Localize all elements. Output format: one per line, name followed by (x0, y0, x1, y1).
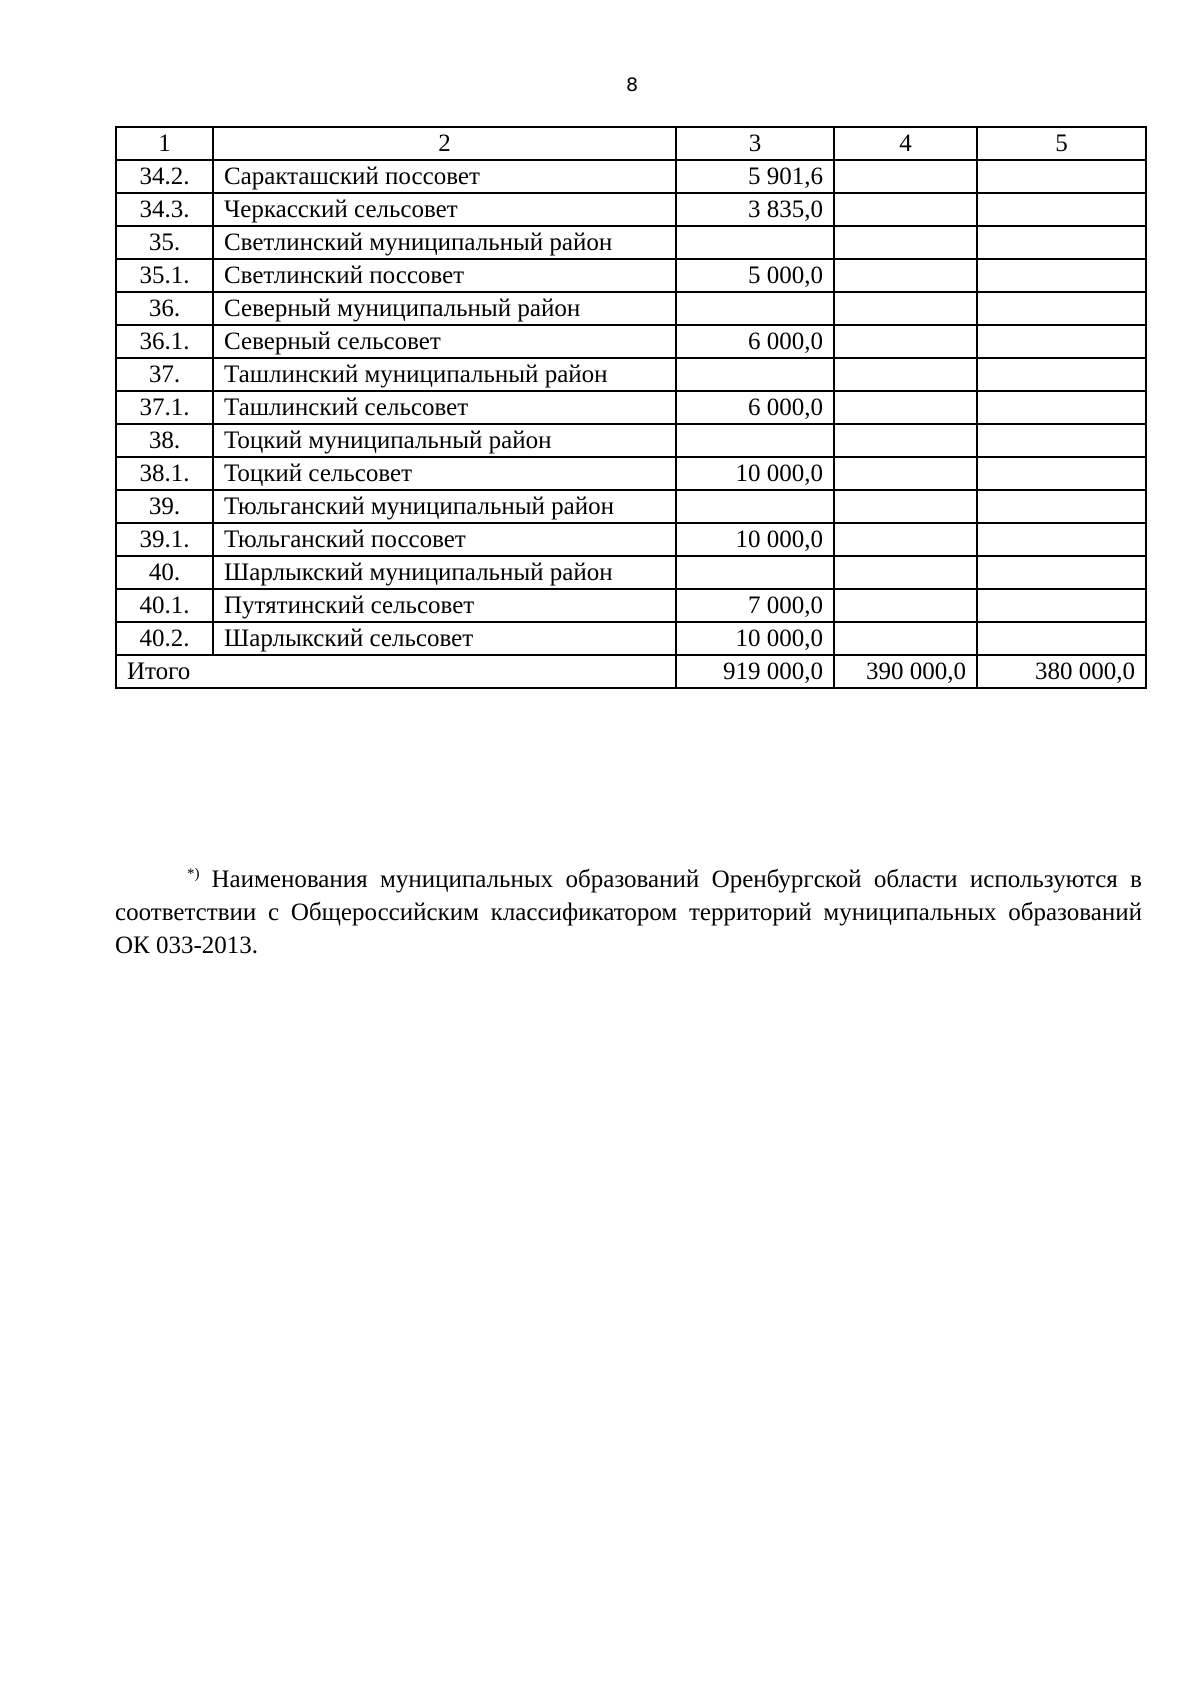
row-value-col5-cell (977, 622, 1146, 655)
row-number-cell: 34.2. (116, 160, 213, 193)
row-value-col5-cell (977, 160, 1146, 193)
row-value-col4-cell (834, 622, 977, 655)
row-value-col3-cell (676, 292, 834, 325)
row-value-col5-cell (977, 556, 1146, 589)
row-value-col3-cell: 5 901,6 (676, 160, 834, 193)
row-number-cell: 38.1. (116, 457, 213, 490)
row-value-col4-cell (834, 226, 977, 259)
table-header-row (116, 127, 1146, 160)
row-value-col5-cell (977, 424, 1146, 457)
row-value-col4-cell (834, 589, 977, 622)
table-row (116, 523, 1146, 556)
header-cell-2: 2 (213, 127, 676, 160)
row-name-cell: Северный сельсовет (213, 325, 676, 358)
row-value-col5-cell (977, 325, 1146, 358)
total-value-c5-cell: 380 000,0 (977, 655, 1146, 688)
row-name-cell: Ташлинский сельсовет (213, 391, 676, 424)
row-value-col4-cell (834, 523, 977, 556)
table-row (116, 589, 1146, 622)
row-value-col3-cell: 10 000,0 (676, 523, 834, 556)
row-value-col4-cell (834, 424, 977, 457)
row-value-col5-cell (977, 457, 1146, 490)
row-number-cell: 40. (116, 556, 213, 589)
footnote-marker: *) (187, 865, 200, 882)
header-cell-5: 5 (977, 127, 1146, 160)
row-value-col4-cell (834, 259, 977, 292)
row-value-col3-cell: 7 000,0 (676, 589, 834, 622)
row-value-col5-cell (977, 292, 1146, 325)
row-value-col5-cell (977, 490, 1146, 523)
table-row (116, 424, 1146, 457)
row-number-cell: 40.2. (116, 622, 213, 655)
total-row (116, 655, 1146, 688)
header-cell-4: 4 (834, 127, 977, 160)
row-value-col4-cell (834, 160, 977, 193)
row-value-col3-cell: 5 000,0 (676, 259, 834, 292)
table-row (116, 490, 1146, 523)
row-value-col3-cell (676, 424, 834, 457)
row-value-col3-cell: 6 000,0 (676, 391, 834, 424)
row-name-cell: Саракташский поссовет (213, 160, 676, 193)
row-value-col3-cell: 10 000,0 (676, 622, 834, 655)
row-value-col3-cell (676, 556, 834, 589)
row-value-col3-cell: 6 000,0 (676, 325, 834, 358)
row-value-col3-cell (676, 490, 834, 523)
table-row (116, 292, 1146, 325)
row-number-cell: 39.1. (116, 523, 213, 556)
row-number-cell: 37. (116, 358, 213, 391)
row-number-cell: 34.3. (116, 193, 213, 226)
row-number-cell: 40.1. (116, 589, 213, 622)
row-value-col4-cell (834, 556, 977, 589)
footnote (115, 863, 1142, 962)
row-number-cell: 38. (116, 424, 213, 457)
table-row (116, 259, 1146, 292)
row-number-cell: 36. (116, 292, 213, 325)
row-value-col4-cell (834, 325, 977, 358)
allocation-table (115, 126, 1147, 689)
row-value-col3-cell (676, 358, 834, 391)
row-number-cell: 35. (116, 226, 213, 259)
row-value-col4-cell (834, 490, 977, 523)
table-row (116, 556, 1146, 589)
row-value-col3-cell: 3 835,0 (676, 193, 834, 226)
row-value-col3-cell: 10 000,0 (676, 457, 834, 490)
page-number: 8 (625, 74, 639, 96)
row-name-cell: Путятинский сельсовет (213, 589, 676, 622)
row-value-col5-cell (977, 193, 1146, 226)
row-name-cell: Тюльганский муниципальный район (213, 490, 676, 523)
row-number-cell: 35.1. (116, 259, 213, 292)
table-row (116, 193, 1146, 226)
row-value-col5-cell (977, 391, 1146, 424)
row-name-cell: Тюльганский поссовет (213, 523, 676, 556)
row-value-col4-cell (834, 358, 977, 391)
row-name-cell: Черкасский сельсовет (213, 193, 676, 226)
row-name-cell: Ташлинский муниципальный район (213, 358, 676, 391)
row-number-cell: 37.1. (116, 391, 213, 424)
table-row (116, 391, 1146, 424)
table-row (116, 325, 1146, 358)
row-value-col5-cell (977, 259, 1146, 292)
table-row (116, 226, 1146, 259)
row-name-cell: Светлинский поссовет (213, 259, 676, 292)
total-value-c4-cell: 390 000,0 (834, 655, 977, 688)
table-row (116, 457, 1146, 490)
row-name-cell: Шарлыкский сельсовет (213, 622, 676, 655)
row-value-col5-cell (977, 523, 1146, 556)
row-value-col4-cell (834, 391, 977, 424)
row-value-col4-cell (834, 292, 977, 325)
row-number-cell: 39. (116, 490, 213, 523)
footnote-text: Наименования муниципальных образований Оренбургской области используются в соответствии с Общероссийским классификатором территорий муниципальных образований ОК 033-2013. (115, 866, 1142, 959)
row-name-cell: Светлинский муниципальный район (213, 226, 676, 259)
row-value-col4-cell (834, 193, 977, 226)
total-value-c3-cell: 919 000,0 (676, 655, 834, 688)
row-name-cell: Тоцкий муниципальный район (213, 424, 676, 457)
header-cell-1: 1 (116, 127, 213, 160)
row-name-cell: Тоцкий сельсовет (213, 457, 676, 490)
total-label-cell: Итого (116, 655, 676, 688)
row-name-cell: Шарлыкский муниципальный район (213, 556, 676, 589)
table-row (116, 358, 1146, 391)
header-cell-3: 3 (676, 127, 834, 160)
row-value-col4-cell (834, 457, 977, 490)
row-value-col3-cell (676, 226, 834, 259)
row-value-col5-cell (977, 226, 1146, 259)
row-value-col5-cell (977, 358, 1146, 391)
table-row (116, 622, 1146, 655)
row-number-cell: 36.1. (116, 325, 213, 358)
row-value-col5-cell (977, 589, 1146, 622)
row-name-cell: Северный муниципальный район (213, 292, 676, 325)
table-row (116, 160, 1146, 193)
